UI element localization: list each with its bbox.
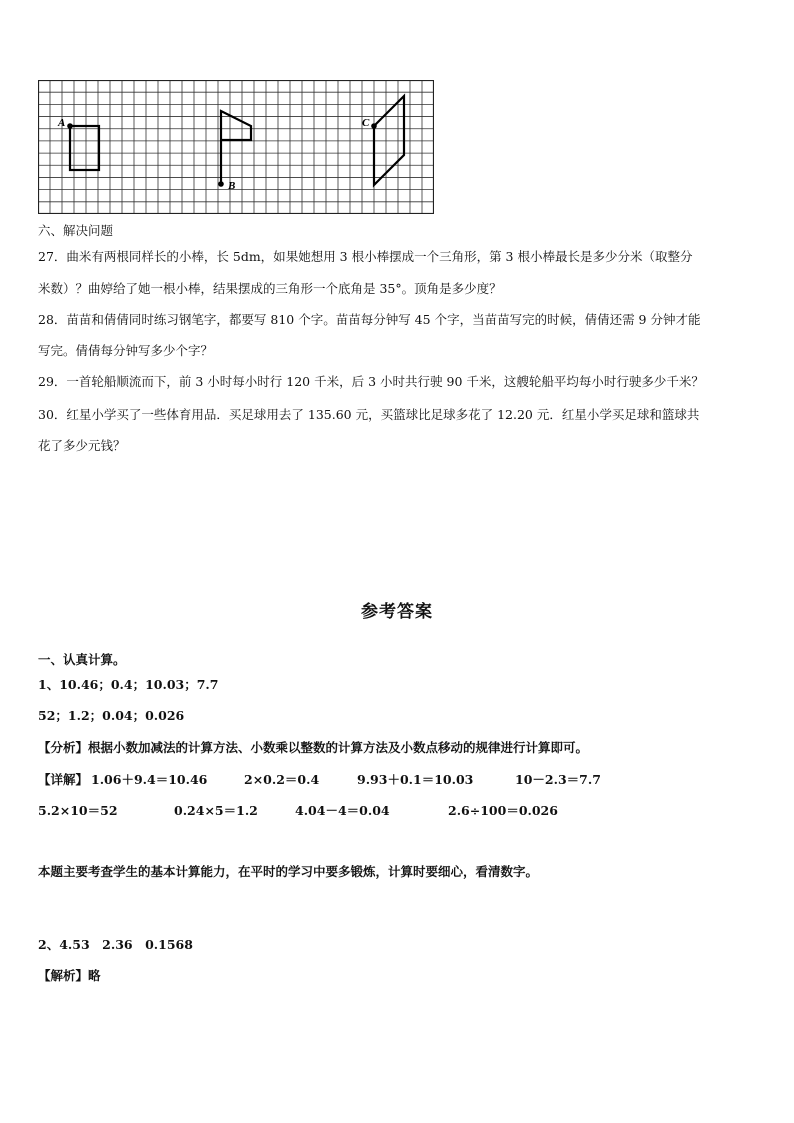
answers-title: 参考答案 — [361, 602, 433, 622]
detail-row2-item: 5.2×10＝52 — [38, 803, 118, 818]
answer-1-line2: 52；1.2；0.04；0.026 — [38, 708, 185, 723]
answer-2-analysis: 【解析】略 — [38, 968, 101, 983]
question-30-line1: 30．红星小学买了一些体育用品．买足球用去了 135.60 元，买篮球比足球多花了 12.20 元．红星小学买足球和篮球共 — [38, 407, 700, 422]
answer-1-line1: 1、10.46；0.4；10.03；7.7 — [38, 677, 219, 692]
question-29-line1: 29．一首轮船顺流而下，前 3 小时每小时行 120 千米，后 3 小时共行驶 90 千米，这艘轮船平均每小时行驶多少千米？ — [38, 374, 704, 389]
detail-label: 【详解】 — [38, 772, 89, 787]
answer-1-summary: 本题主要考查学生的基本计算能力，在平时的学习中要多锻炼，计算时要细心，看清数字。 — [38, 864, 539, 879]
answer-1-analysis: 【分析】根据小数加减法的计算方法、小数乘以整数的计算方法及小数点移动的规律进行计算即可。 — [38, 740, 589, 755]
question-28-line1: 28．苗苗和倩倩同时练习钢笔字，都要写 810 个字。苗苗每分钟写 45 个字，当苗苗写完的时候，倩倩还需 9 分钟才能 — [38, 312, 701, 327]
label-c: C — [362, 117, 370, 129]
answers-section-1: 一、认真计算。 — [38, 652, 126, 667]
point-b — [218, 181, 224, 187]
detail-row1-item: 9.93＋0.1＝10.03 — [357, 772, 474, 787]
section-6-title: 六、解决问题 — [38, 223, 114, 238]
grid-figure-svg — [38, 80, 434, 214]
parallelogram-shape — [374, 96, 404, 185]
grid-figure — [38, 80, 434, 214]
question-27-line2: 米数）？曲婷给了她一根小棒，结果摆成的三角形一个底角是 35°。顶角是多少度？ — [38, 281, 502, 296]
detail-row1-item: 2×0.2＝0.4 — [244, 772, 320, 787]
flag-shape — [221, 111, 251, 184]
detail-row1-item: 1.06＋9.4＝10.46 — [91, 772, 208, 787]
point-c — [371, 123, 377, 129]
question-28-line2: 写完。倩倩每分钟写多少个字？ — [38, 343, 214, 358]
label-b: B — [228, 180, 236, 192]
answer-2-line1: 2、4.53 2.36 0.1568 — [38, 937, 193, 952]
detail-row2-item: 2.6÷100＝0.026 — [448, 803, 558, 818]
question-30-line2: 花了多少元钱？ — [38, 438, 126, 453]
point-a — [67, 123, 73, 129]
detail-row2-item: 0.24×5＝1.2 — [174, 803, 258, 818]
question-27-line1: 27．曲米有两根同样长的小棒，长 5dm，如果她想用 3 根小棒摆成一个三角形，第 3 根小棒最长是多少分米（取整分 — [38, 249, 693, 264]
detail-row1-item: 10－2.3＝7.7 — [515, 772, 601, 787]
label-a: A — [58, 117, 66, 129]
detail-row2-item: 4.04－4＝0.04 — [295, 803, 390, 818]
